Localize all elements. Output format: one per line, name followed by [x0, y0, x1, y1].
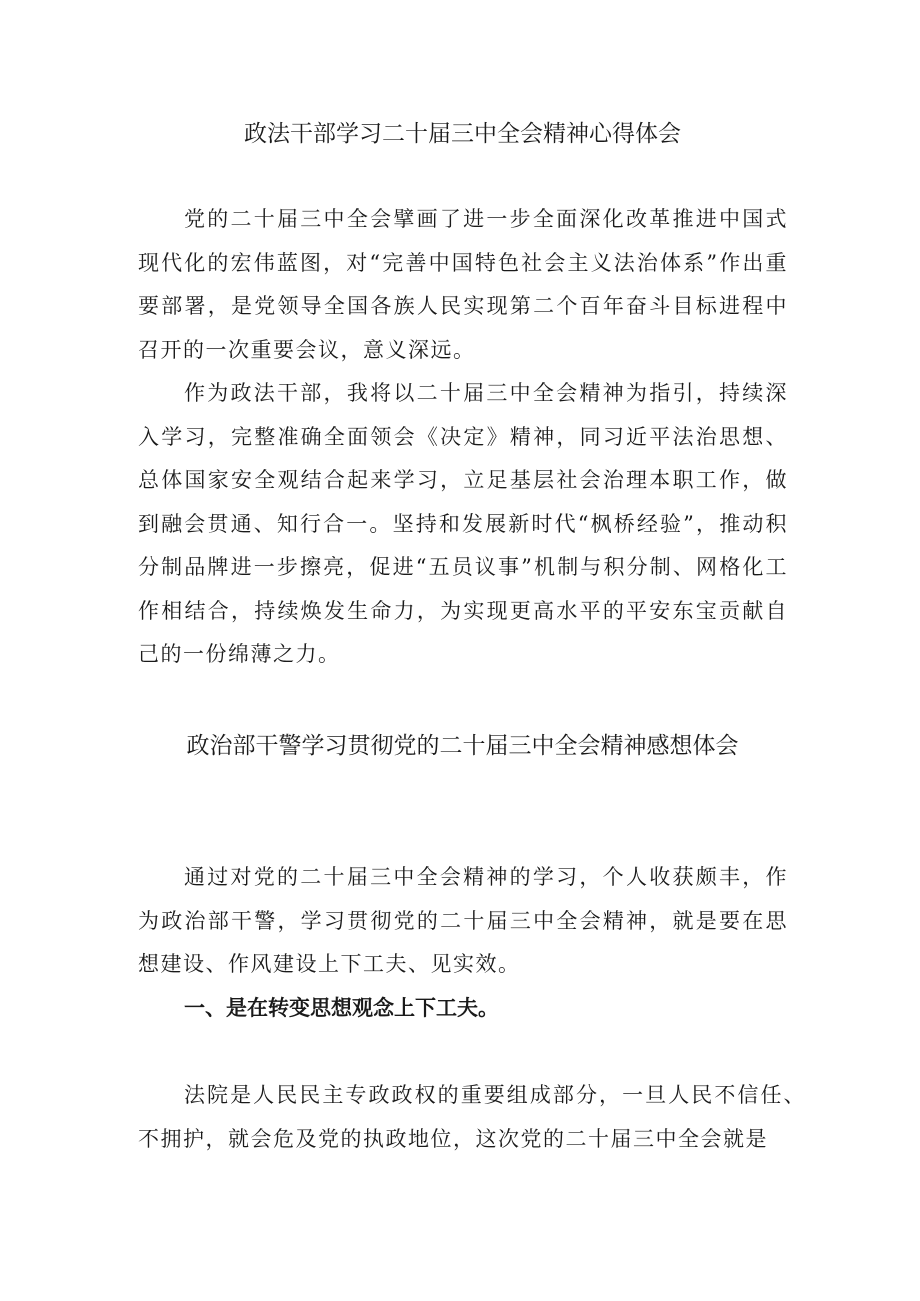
section1-paragraph-2: 作为政法干部，我将以二十届三中全会精神为指引，持续深入学习，完整准确全面领会《决定》精神，同习近平法治思想、总体国家安全观结合起来学习，立足基层社会治理本职工作，做到融会贯通、知行合一。坚持和发展新时代“枫桥经验”，推动积分制品牌进一步擦亮，促进“五员议事”机制与积分制、网格化工作相结合，持续焕发生命力，为实现更高水平的平安东宝贡献自己的一份绵薄之力。: [138, 381, 788, 666]
section2-subheading-1: 一、是在转变思想观念上下工夫。: [184, 996, 499, 1020]
section2-title: 政治部干警学习贯彻党的二十届三中全会精神感想体会: [186, 733, 739, 759]
section1-title: 政法干部学习二十届三中全会精神心得体会: [244, 121, 681, 147]
section1-paragraph-1: 党的二十届三中全会擘画了进一步全面深化改革推进中国式现代化的宏伟蓝图，对“完善中国特色社会主义法治体系”作出重要部署，是党领导全国各族人民实现第二个百年奋斗目标进程中召开的一次重要会议，意义深远。: [138, 207, 788, 362]
section2-intro-paragraph: 通过对党的二十届三中全会精神的学习，个人收获颇丰，作为政治部干警，学习贯彻党的二十届三中全会精神，就是要在思想建设、作风建设上下工夫、见实效。: [138, 865, 788, 976]
section2-body-paragraph-1: 法院是人民民主专政政权的重要组成部分，一旦人民不信任、不拥护，就会危及党的执政地位，这次党的二十届三中全会就是: [138, 1083, 806, 1151]
